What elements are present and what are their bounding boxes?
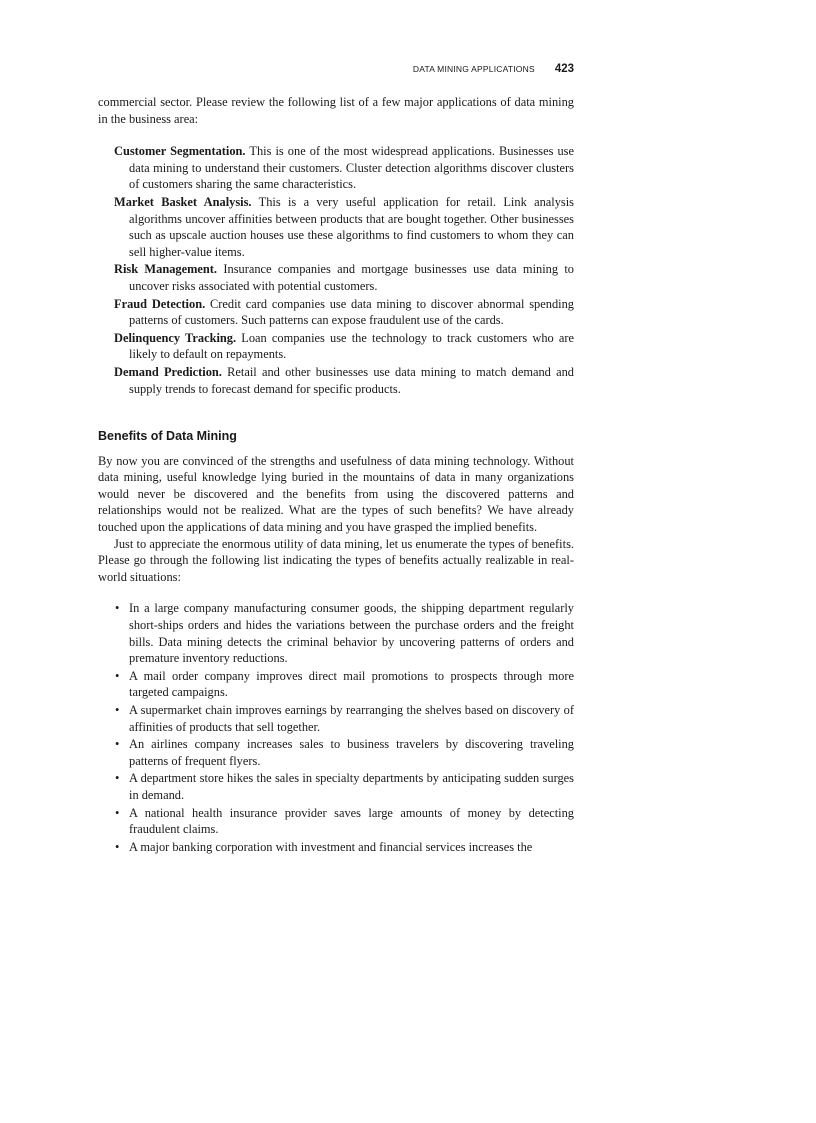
benefit-text: A national health insurance provider saves large amounts of money by detecting fraudulent claims. <box>129 805 574 837</box>
benefit-text: A mail order company improves direct mail promotions to prospects through more targeted campaigns. <box>129 668 574 700</box>
benefit-text: A supermarket chain improves earnings by rearranging the shelves based on discovery of affinities of products that sell together. <box>129 703 574 734</box>
application-text: This is one of the most widespread applications. Businesses use data mining to understand their customers. Cluster detection algorithms discover clusters of customers sharing the same characteristics. <box>129 144 574 192</box>
bullet-icon: • <box>115 703 120 717</box>
applications-list <box>114 143 574 397</box>
application-text: Retail and other businesses use data mining to match demand and supply trends to forecast demand for specific products. <box>129 364 574 396</box>
application-term: Customer Segmentation. <box>114 144 246 159</box>
running-title: DATA MINING APPLICATIONS <box>412 64 535 74</box>
application-item <box>114 330 574 363</box>
benefit-text: An airlines company increases sales to business travelers by discovering traveling patterns of frequent flyers. <box>129 737 574 768</box>
application-text: Insurance companies and mortgage businesses use data mining to uncover risks associated with potential customers. <box>129 262 574 293</box>
application-item <box>114 261 574 294</box>
benefit-text: In a large company manufacturing consumer goods, the shipping department regularly short-ships orders and hides the variations between the purchase orders and the freight bills. Data mining detects the criminal behavior by uncovering patterns of orders and premature inventory reductions. <box>129 601 574 666</box>
application-item <box>114 194 574 260</box>
application-item <box>114 143 574 193</box>
bullet-icon: • <box>115 839 120 854</box>
application-term: Demand Prediction. <box>114 364 222 379</box>
application-term: Delinquency Tracking. <box>114 330 237 345</box>
bullet-icon: • <box>115 771 120 786</box>
application-text: Credit card companies use data mining to discover abnormal spending patterns of customers. Such patterns can expose fraudulent use of the cards. <box>129 296 574 328</box>
application-term: Fraud Detection. <box>114 296 206 311</box>
running-header <box>413 63 574 75</box>
benefit-item <box>115 702 574 735</box>
bullet-icon: • <box>115 805 120 820</box>
application-item <box>114 296 574 329</box>
bullet-icon: • <box>115 737 120 752</box>
application-term: Market Basket Analysis. <box>114 194 252 209</box>
application-item <box>114 364 574 397</box>
bullet-icon: • <box>115 668 120 683</box>
benefit-item <box>115 600 574 666</box>
benefit-item <box>115 839 574 856</box>
page-number: 423 <box>554 63 574 75</box>
intro-paragraph: commercial sector. Please review the following list of a few major applications of data mining in the business area: <box>98 95 574 126</box>
bullet-icon: • <box>115 601 120 616</box>
page-body <box>98 94 574 856</box>
benefits-paragraph-1: By now you are convinced of the strengths and usefulness of data mining technology. Without data mining, useful knowledge lying buried in the mountains of data in many organizations would never be discovered and the benefits from using the discovered patterns and relationships would not be realized. What are the types of such benefits? We have already touched upon the applications of data mining and you have grasped the implied benefits. <box>98 453 574 535</box>
benefits-list <box>115 600 574 855</box>
benefit-item <box>115 736 574 769</box>
application-text: Loan companies use the technology to track customers who are likely to default on repayments. <box>129 330 574 362</box>
benefit-text: A department store hikes the sales in specialty departments by anticipating sudden surges in demand. <box>129 771 574 802</box>
benefits-paragraph-2: Just to appreciate the enormous utility of data mining, let us enumerate the types of benefits. Please go through the following list indicating the types of benefits actually realizable in real-world situations: <box>98 536 574 584</box>
application-text: This is a very useful application for retail. Link analysis algorithms uncover affinities between products that are bought together. Other businesses such as upscale auction houses use these algorithms to find customers to whom they can sell higher-value items. <box>129 194 575 259</box>
section-heading: Benefits of Data Mining <box>98 429 237 444</box>
benefit-text: A major banking corporation with investment and financial services increases the <box>129 839 533 854</box>
application-term: Risk Management. <box>114 262 218 277</box>
benefit-item <box>115 770 574 803</box>
benefit-item <box>115 805 574 838</box>
benefit-item <box>115 668 574 701</box>
